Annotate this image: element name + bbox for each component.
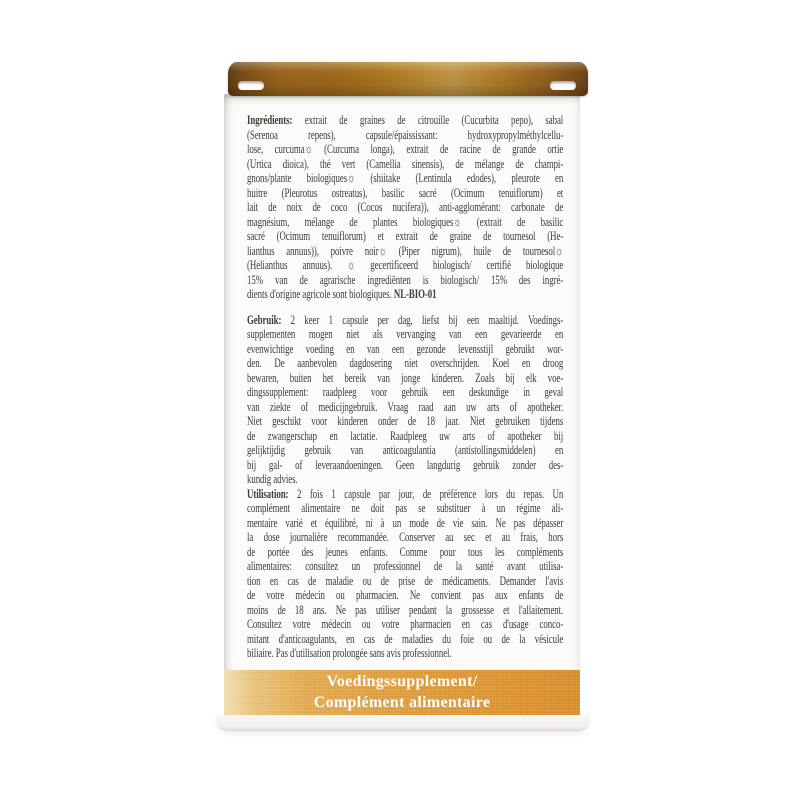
text-line: la dose journalière recommandée. Conserver au sec et au frais, hors bbox=[247, 529, 564, 544]
text-line: moins de 18 ans. Ne pas utiliser pendant la grossesse et l'allaitement. bbox=[247, 601, 564, 617]
paragraph-gebruik bbox=[247, 313, 563, 487]
text-line: biliaire. Pas d'utilisation prolongée sans avis professionnel. bbox=[247, 645, 452, 660]
text-line: Niet geschikt voor kinderen onder de 18 jaar. Niet gebruiken tijdens bbox=[247, 413, 564, 428]
text-line: Gebruik: 2 keer 1 capsule per dag, liefst bij een maaltijd. Voedings- bbox=[247, 311, 564, 327]
paragraph-utilisation bbox=[247, 487, 563, 661]
text-line: magnésium, mélange de plantes biologiques☼ (extrait de basilic bbox=[247, 213, 564, 229]
text-line: lose, curcuma☼ (Curcuma longa), extrait de racine de grande ortie bbox=[247, 141, 564, 156]
text-line: mentaire varié et équilibré, ni à un mode de vie sain. Ne pas dépasser bbox=[247, 514, 564, 530]
text-line: Utilisation: 2 fois 1 capsule par jour, de préférence lors du repas. Un bbox=[247, 485, 564, 501]
box-top-flap bbox=[228, 62, 588, 96]
text-line: huitre (Pleurotus ostreatus), basilic sacré (Ocimum tenuiflorum) et bbox=[247, 184, 564, 200]
text-line: bij gal- of leveraandoeningen. Geen langdurig gebruik zonder des- bbox=[247, 456, 564, 472]
text-line: Consultez votre médecin ou votre pharmacien en cas d'usage conco- bbox=[247, 616, 564, 631]
text-line: dingssupplement: raadpleeg voor gebruik een deskundige in geval bbox=[247, 384, 564, 399]
paragraph-ingredients bbox=[247, 113, 563, 302]
text-line: mitant d'anticoagulants, en cas de maladies du foie ou de la vésicule bbox=[247, 630, 564, 646]
flap-notch-left bbox=[238, 81, 264, 90]
text-line: den. De aanbevolen dagdosering niet overschrijden. Koel en droog bbox=[247, 355, 564, 370]
band-text-french: Complément alimentaire bbox=[313, 694, 491, 711]
text-line: tion en cas de maladie ou de prise de médicaments. Demander l'avis bbox=[247, 572, 564, 588]
text-line: sacré (Ocimum tenuiflorum) et extrait de graine de tournesol (He- bbox=[247, 228, 564, 243]
text-line: lait de noix de coco (Cocos nucifera)), anti-agglomérant: carbonate de bbox=[247, 199, 564, 214]
text-line: gelijktijdig gebruik van anticoagulantia (antistollingsmiddelen) en bbox=[247, 442, 564, 457]
text-line: de portée des jeunes enfants. Comme pour tous les compléments bbox=[247, 543, 564, 559]
band-text-dutch: Voedingssupplement/ bbox=[326, 673, 478, 690]
text-panel bbox=[247, 113, 563, 661]
text-line: complément alimentaire ne doit pas se substituer à un régime ali- bbox=[247, 500, 564, 515]
text-line: bewaren, buiten het bereik van jonge kinderen. Zoals bij elk voe- bbox=[247, 369, 564, 385]
text-line: supplementen mogen niet als vervanging van een gevarieerde en bbox=[247, 326, 564, 341]
box-back-panel bbox=[224, 94, 580, 714]
text-line: 15% van de agrarische ingrediënten is biologisch/ 15% des ingré- bbox=[247, 271, 564, 287]
box-bottom-edge bbox=[217, 714, 589, 730]
text-line: de votre médecin ou pharmacien. Ne convient pas aux enfants de bbox=[247, 587, 564, 602]
text-line: kundig advies. bbox=[247, 471, 298, 486]
text-line: de zwangerschap en lactatie. Raadpleeg uw arts of apotheker bij bbox=[247, 427, 564, 443]
text-line: Ingrédients: extrait de graines de citrouille (Cucurbita pepo), sabal bbox=[247, 112, 564, 127]
text-line: (Serenoa repens), capsule/épaississant: hydroxypropylméthylcellu- bbox=[247, 126, 564, 142]
text-line: evenwichtige voeding en van een gezonde levensstijl gebruikt wor- bbox=[247, 340, 564, 356]
flap-notch-right bbox=[550, 81, 576, 90]
supplement-type-band bbox=[224, 670, 580, 715]
text-line: lianthus annuus)), poivre noir☼ (Piper nigrum), huile de tournesol☼ bbox=[247, 242, 564, 258]
text-line: van ziekte of medicijngebruik. Vraag raad aan uw arts of apotheker. bbox=[247, 398, 564, 414]
text-line: gnons/plante biologiques☼ (shiitake (Lentinula edodes), pleurote en bbox=[247, 170, 564, 185]
text-line: alimentaires: consultez un professionnel de la santé avant utilisa- bbox=[247, 558, 564, 573]
text-line: (Helianthus annuus). ☼ gecertificeerd biologisch/ certifié biologique bbox=[247, 257, 564, 272]
text-line: dients d'origine agricole sont biologiques. NL-BIO-01 bbox=[247, 286, 437, 301]
text-line: (Urtica dioica), thé vert (Camellia sinensis), de mélange de champi- bbox=[247, 155, 564, 171]
